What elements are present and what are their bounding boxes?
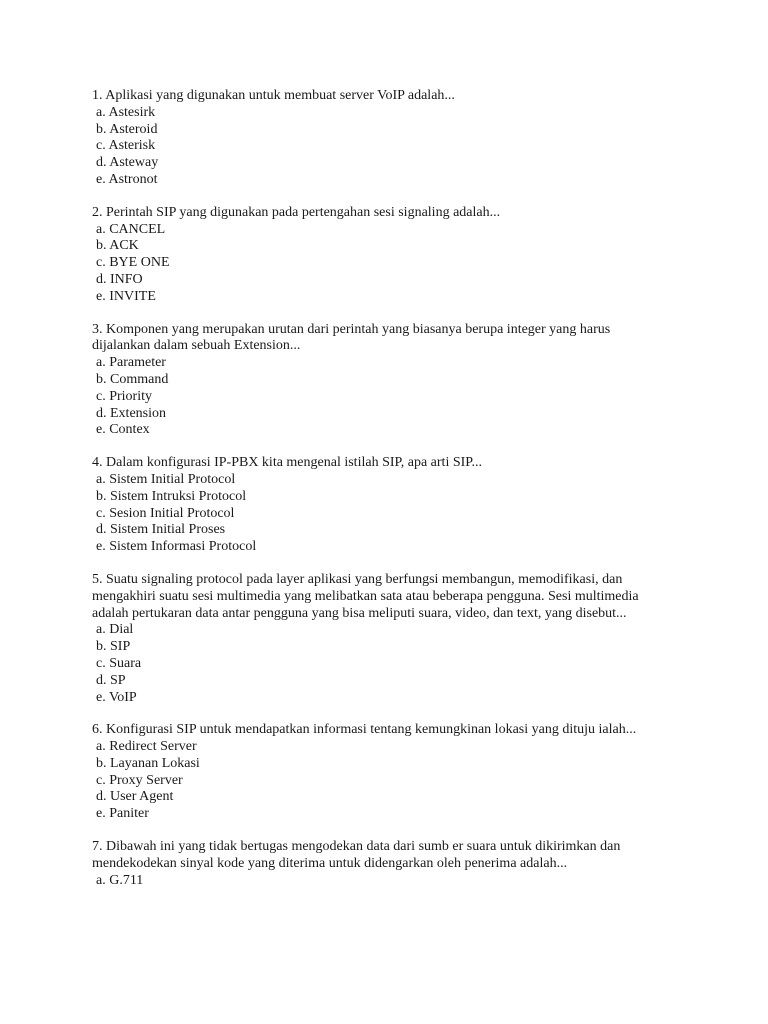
option-text: Asteroid [109, 121, 158, 137]
option-text: Extension [110, 405, 166, 421]
option-item [96, 673, 672, 690]
option-item [96, 539, 672, 556]
question-6 [92, 722, 672, 823]
option-item [96, 773, 672, 790]
option-letter: b. [96, 488, 107, 504]
question-number: 4. [92, 455, 103, 471]
option-item [96, 138, 672, 155]
option-item [96, 238, 672, 255]
question-text [92, 88, 672, 105]
option-text: Parameter [109, 355, 166, 371]
option-text: Asterisk [108, 138, 156, 154]
option-letter: e. [96, 806, 106, 822]
option-letter: d. [96, 789, 107, 805]
option-text: Suara [109, 655, 142, 671]
option-item [96, 522, 672, 539]
option-letter: a. [96, 471, 106, 487]
option-text: VoIP [108, 689, 137, 705]
option-item [96, 272, 672, 289]
option-letter: b. [96, 755, 107, 771]
question-body: Konfigurasi SIP untuk mendapatkan informasi tentang kemungkinan lokasi yang dituju ialah... [106, 722, 637, 738]
option-list [92, 739, 672, 823]
option-item [96, 489, 672, 506]
question-7 [92, 839, 672, 889]
option-item [96, 172, 672, 189]
option-text: Proxy Server [109, 772, 183, 788]
option-list [92, 222, 672, 306]
option-letter: c. [96, 772, 106, 788]
option-list [92, 622, 672, 706]
option-letter: d. [96, 155, 107, 171]
option-text: INVITE [109, 288, 156, 304]
option-letter: d. [96, 405, 107, 421]
option-letter: a. [96, 622, 106, 638]
option-item [96, 289, 672, 306]
question-body: Komponen yang merupakan urutan dari perintah yang biasanya berupa integer yang harus dijalankan dalam sebuah Extension... [92, 321, 611, 354]
option-text: Dial [109, 622, 134, 638]
option-item [96, 789, 672, 806]
option-item [96, 155, 672, 172]
option-text: Contex [109, 422, 150, 438]
option-text: SIP [110, 639, 131, 655]
option-item [96, 739, 672, 756]
option-item [96, 122, 672, 139]
option-list [92, 873, 672, 890]
option-text: INFO [110, 271, 143, 287]
option-text: Sesion Initial Protocol [109, 505, 235, 521]
option-letter: c. [96, 505, 106, 521]
option-letter: d. [96, 522, 107, 538]
option-item [96, 756, 672, 773]
question-number: 6. [92, 722, 103, 738]
option-text: Redirect Server [109, 739, 197, 755]
option-letter: c. [96, 388, 106, 404]
option-item [96, 406, 672, 423]
question-5 [92, 572, 672, 706]
option-list [92, 472, 672, 556]
option-list [92, 105, 672, 189]
option-item [96, 422, 672, 439]
option-item [96, 806, 672, 823]
option-item [96, 622, 672, 639]
option-text: SP [110, 672, 126, 688]
question-4 [92, 455, 672, 556]
question-body: Aplikasi yang digunakan untuk membuat server VoIP adalah... [105, 88, 455, 103]
question-text [92, 839, 672, 873]
question-1 [92, 88, 672, 189]
question-text [92, 205, 672, 222]
question-body: Perintah SIP yang digunakan pada pertengahan sesi signaling adalah... [106, 204, 501, 220]
option-item [96, 472, 672, 489]
option-text: Sistem Informasi Protocol [109, 539, 257, 555]
question-text [92, 572, 672, 622]
question-number: 1. [92, 88, 103, 103]
option-item [96, 873, 672, 890]
option-item [96, 639, 672, 656]
option-item [96, 255, 672, 272]
question-body: Dalam konfigurasi IP-PBX kita mengenal istilah SIP, apa arti SIP... [106, 455, 483, 471]
option-item [96, 355, 672, 372]
question-number: 3. [92, 321, 103, 337]
option-text: ACK [109, 238, 139, 254]
question-2 [92, 205, 672, 306]
option-text: Sistem Intruksi Protocol [110, 488, 247, 504]
option-letter: c. [96, 655, 106, 671]
option-item [96, 372, 672, 389]
option-item [96, 506, 672, 523]
option-letter: a. [96, 739, 106, 755]
question-number: 5. [92, 571, 103, 587]
option-letter: c. [96, 138, 106, 154]
option-letter: b. [96, 238, 107, 254]
question-number: 2. [92, 204, 103, 220]
option-text: Sistem Initial Proses [110, 522, 226, 538]
option-letter: e. [96, 171, 106, 187]
option-letter: b. [96, 121, 107, 137]
option-text: User Agent [110, 789, 174, 805]
option-letter: a. [96, 355, 106, 371]
question-text [92, 722, 672, 739]
question-body: Suatu signaling protocol pada layer aplikasi yang berfungsi membangun, memodifikasi, dan mengakhiri suatu sesi multimedia yang melibatkan sata atau beberapa pengguna. Sesi multimedia adalah pertukaran data antar pengguna yang bisa meliputi suara, video, dan text, yang disebut... [92, 571, 639, 621]
option-item [96, 105, 672, 122]
option-letter: e. [96, 422, 106, 438]
option-text: Paniter [109, 806, 149, 822]
option-item [96, 656, 672, 673]
option-text: Command [110, 371, 169, 387]
option-list [92, 355, 672, 439]
option-text: G.711 [109, 872, 144, 888]
option-letter: c. [96, 255, 106, 271]
option-text: Asteway [109, 155, 159, 171]
option-letter: e. [96, 539, 106, 555]
option-text: Astronot [108, 171, 158, 187]
option-text: Layanan Lokasi [110, 755, 200, 771]
option-letter: d. [96, 672, 107, 688]
option-letter: a. [96, 221, 106, 237]
option-letter: b. [96, 639, 107, 655]
option-letter: a. [96, 872, 106, 888]
question-3 [92, 322, 672, 440]
option-letter: a. [96, 104, 106, 120]
question-body: Dibawah ini yang tidak bertugas mengodekan data dari sumb er suara untuk dikirimkan dan mendekodekan sinyal kode yang diterima untuk didengarkan oleh penerima adalah... [92, 839, 621, 871]
option-letter: e. [96, 288, 106, 304]
option-item [96, 222, 672, 239]
option-letter: b. [96, 371, 107, 387]
question-text [92, 322, 672, 356]
document-page [92, 88, 672, 905]
option-text: Priority [109, 388, 152, 404]
option-text: CANCEL [109, 221, 166, 237]
option-text: Sistem Initial Protocol [109, 471, 236, 487]
question-number: 7. [92, 839, 103, 855]
option-text: BYE ONE [109, 255, 170, 271]
option-letter: e. [96, 689, 106, 705]
option-letter: d. [96, 271, 107, 287]
option-item [96, 690, 672, 707]
option-text: Astesirk [108, 104, 156, 120]
question-text [92, 455, 672, 472]
option-item [96, 389, 672, 406]
